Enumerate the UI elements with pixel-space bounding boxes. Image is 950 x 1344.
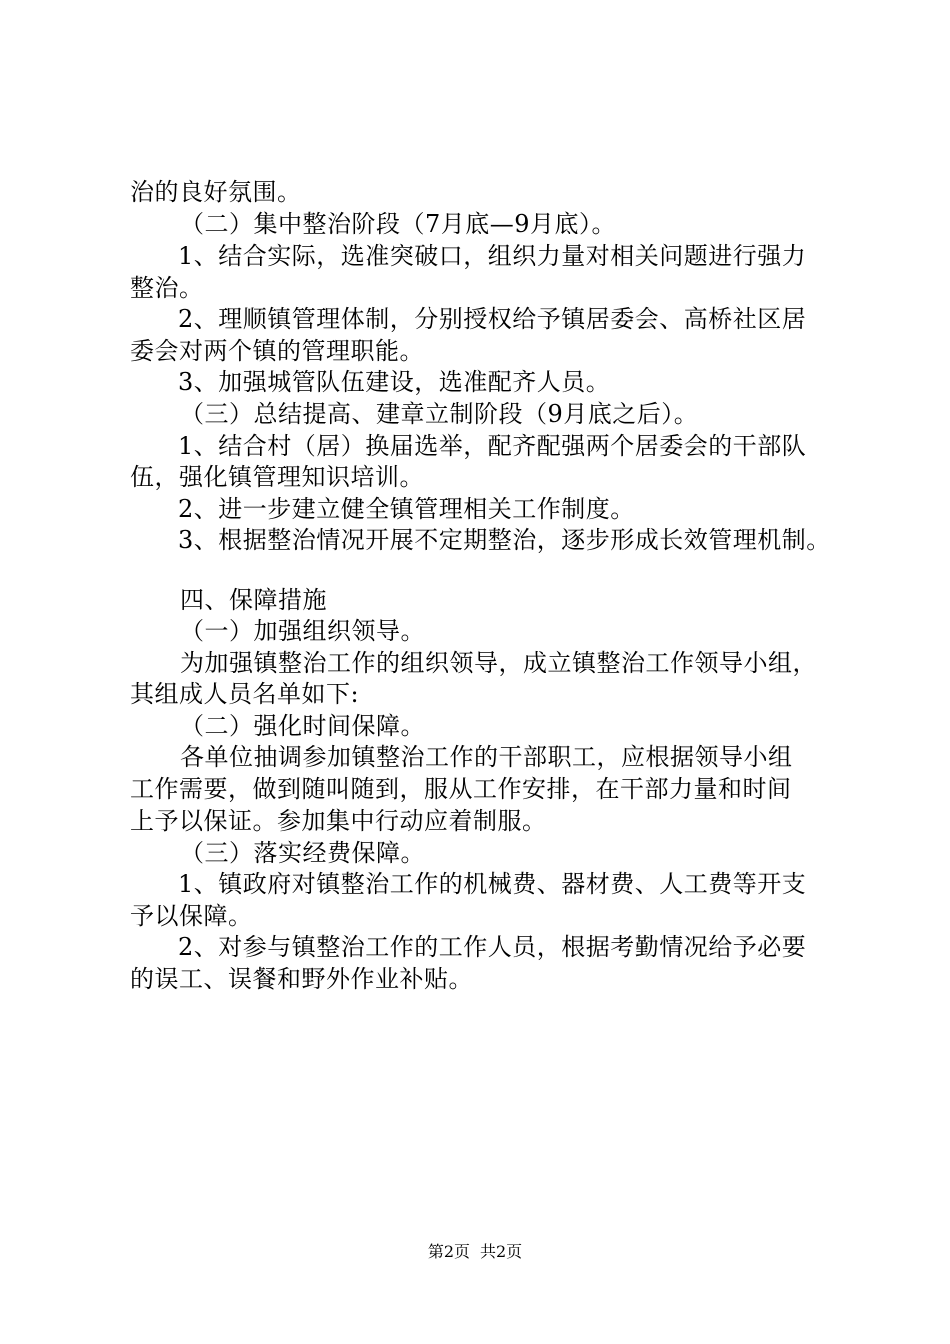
text-line: 为加强镇整治工作的组织领导，成立镇整治工作领导小组，: [180, 649, 817, 677]
text-line: 工作需要，做到随叫随到，服从工作安排，在干部力量和时间: [130, 775, 792, 803]
text-line: 2、对参与镇整治工作的工作人员，根据考勤情况给予必要: [178, 933, 807, 961]
text-line: 1、结合实际，选准突破口，组织力量对相关问题进行强力: [178, 242, 807, 270]
text-line: 的误工、误餐和野外作业补贴。: [130, 965, 473, 993]
text-line: 2、进一步建立健全镇管理相关工作制度。: [178, 495, 635, 523]
section-heading: （二）强化时间保障。: [180, 712, 425, 740]
text-line: 治的良好氛围。: [130, 178, 302, 206]
section-heading: （三）落实经费保障。: [180, 839, 425, 867]
section-heading: （一）加强组织领导。: [180, 617, 425, 645]
text-line: 1、结合村（居）换届选举，配齐配强两个居委会的干部队: [178, 432, 807, 460]
text-line: 伍，强化镇管理知识培训。: [130, 463, 424, 491]
page-footer: [0, 1242, 950, 1262]
chapter-heading: 四、保障措施: [180, 586, 327, 614]
text-line: 整治。: [130, 274, 204, 302]
text-line: 委会对两个镇的管理职能。: [130, 337, 424, 365]
text-line: 3、加强城管队伍建设，选准配齐人员。: [178, 368, 611, 396]
text-line: 上予以保证。参加集中行动应着制服。: [130, 807, 547, 835]
section-heading: （三）总结提高、建章立制阶段（9月底之后）。: [180, 400, 699, 428]
text-line: 3、根据整治情况开展不定期整治，逐步形成长效管理机制。: [178, 526, 831, 554]
text-line: 2、理顺镇管理体制，分别授权给予镇居委会、高桥社区居: [178, 305, 807, 333]
section-heading: （二）集中整治阶段（7月底—9月底）。: [180, 210, 617, 238]
page-total: 共2页: [480, 1242, 523, 1261]
text-line: 1、镇政府对镇整治工作的机械费、器材费、人工费等开支: [178, 870, 807, 898]
page-number: 第2页: [427, 1242, 470, 1261]
text-line: 各单位抽调参加镇整治工作的干部职工，应根据领导小组: [180, 743, 793, 771]
text-line: 其组成人员名单如下:: [130, 680, 360, 708]
text-line: 予以保障。: [130, 902, 253, 930]
